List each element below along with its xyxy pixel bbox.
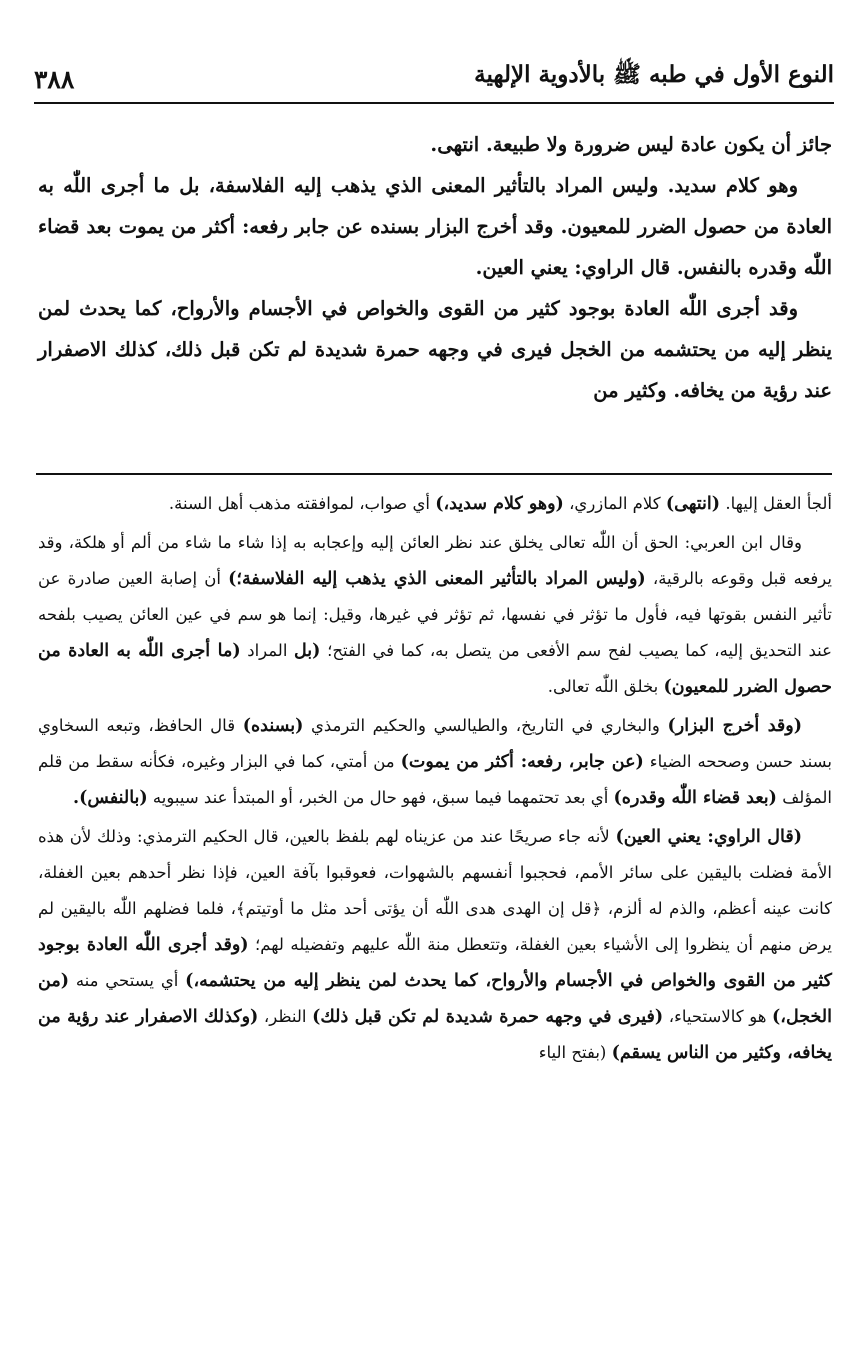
commentary-text: ألجأ العقل إليها. bbox=[720, 494, 832, 513]
commentary-paragraph-4 bbox=[38, 819, 832, 1071]
commentary-text: أن إصابة العين صادرة عن تأثير النفس بقوتها فيه، فأول ما تؤثر في نفسها، ثم تؤثر في غيرها، وقيل: إنما هو سم في عين العائن يصيب بلفحه عند التحديق إليه، كما يصيب لفح سم الأفعى من يتصل به، كما في الفتح؛ bbox=[38, 569, 832, 660]
quoted-phrase: (وقد أخرج البزار) bbox=[667, 716, 802, 736]
commentary-text: كلام المازري، bbox=[563, 494, 666, 513]
quoted-phrase: (وكذلك الاصفرار عند رؤية من يخافه، وكثير من الناس يسقم) bbox=[38, 1007, 832, 1063]
commentary-text: أي بعد تحتمهما فيما سبق، فهو حال من الخبر، أو المبتدأ عند سيبويه bbox=[147, 788, 614, 807]
quoted-phrase: (ما أجرى اللّٰه به العادة من حصول الضرر للمعيون) bbox=[38, 641, 832, 697]
commentary-text: قال الحافظ، وتبعه السخاوي بسند حسن وصححه الضياء bbox=[38, 716, 832, 771]
running-title: النوع الأول في طبه ﷺ بالأدوية الإلهية bbox=[474, 61, 834, 88]
quoted-phrase: (وهو كلام سديد،) bbox=[435, 494, 564, 514]
commentary-paragraph-3 bbox=[38, 708, 832, 816]
footnote-divider bbox=[36, 473, 832, 475]
quoted-phrase: (بل bbox=[294, 641, 321, 661]
commentary-paragraph-2 bbox=[38, 525, 832, 705]
quoted-phrase: (وقد أجرى اللّٰه العادة بوجود كثير من القوى والخواص في الأجسام والأرواح، كما يحدث لمن ينظر إليه من يحتشمه،) bbox=[38, 935, 832, 991]
commentary-text: المراد bbox=[240, 641, 295, 660]
main-paragraph-1: جائز أن يكون عادة ليس ضرورة ولا طبيعة. انتهى. bbox=[430, 133, 832, 156]
commentary-text: أي صواب، لموافقته مذهب أهل السنة. bbox=[168, 494, 436, 513]
commentary-text: بخلق اللّٰه تعالى. bbox=[547, 677, 664, 696]
quoted-phrase: (انتهى) bbox=[665, 494, 721, 514]
commentary bbox=[38, 486, 832, 1074]
commentary-text: (بفتح الياء bbox=[538, 1043, 612, 1062]
main-text bbox=[38, 124, 832, 411]
quoted-phrase: (فيرى في وجهه حمرة شديدة لم تكن قبل ذلك) bbox=[312, 1007, 664, 1027]
commentary-text: النظر، bbox=[258, 1007, 313, 1026]
quoted-phrase: (بالنفس). bbox=[73, 788, 148, 808]
commentary-paragraph-1 bbox=[38, 486, 832, 522]
quoted-phrase: (بعد قضاء اللّٰه وقدره) bbox=[613, 788, 777, 808]
commentary-text: لأنه جاء صريحًا عند من عزيناه لهم بلفظ بالعين، قال الحكيم الترمذي: وذلك لأن هذه الأمة فضلت باليقين على سائر الأمم، فحجبوا أنفسهم بالشهوات، فعوقبوا بآفة العين، فإذا نظر أحدهم بعين الغفلة، كانت عينه أعظم، والذم له ألزم، ﴿قل إن الهدى هدى اللّٰه أن يؤتى أحد مثل ما أوتيتم﴾، فلما فضلهم اللّٰه باليقين لم يرض منهم أن ينظروا إلى الأشياء بعين الغفلة، وتتعطل منة اللّٰه عليهم وتفضيله لهم؛ bbox=[38, 827, 832, 954]
main-paragraph-3: وقد أجرى اللّٰه العادة بوجود كثير من القوى والخواص في الأجسام والأرواح، كما يحدث لمن ينظر إليه من يحتشمه من الخجل فيرى في وجهه حمرة شديدة لم تكن قبل ذلك، كذلك الاصفرار عند رؤية من يخافه. وكثير من bbox=[38, 297, 832, 402]
main-paragraph-2: وهو كلام سديد. وليس المراد بالتأثير المعنى الذي يذهب إليه الفلاسفة، بل ما أجرى اللّٰه به العادة من حصول الضرر للمعيون. وقد أخرج البزار بسنده عن جابر رفعه: أكثر من يموت بعد قضاء اللّٰه وقدره بالنفس. قال الراوي: يعني العين. bbox=[38, 174, 832, 279]
quoted-phrase: (عن جابر، رفعه: أكثر من يموت) bbox=[400, 752, 644, 772]
commentary-text: هو كالاستحياء، bbox=[663, 1007, 773, 1026]
commentary-text: من أمتي، كما في البزار وغيره، فكأنه سقط من قلم المؤلف bbox=[38, 752, 832, 807]
page-number: ٣٨٨ bbox=[34, 65, 75, 94]
page-header bbox=[34, 56, 834, 104]
commentary-text: وقال ابن العربي: الحق أن اللّٰه تعالى يخلق عند نظر العائن إليه وإعجابه به إذا شاء ما شاء من ألم أو هلكة، وقد يرفعه قبل وقوعه بالرقية، bbox=[38, 533, 832, 588]
quoted-phrase: (من الخجل،) bbox=[38, 971, 832, 1027]
commentary-text: والبخاري في التاريخ، والطيالسي والحكيم الترمذي bbox=[303, 716, 668, 735]
commentary-text: أي يستحي منه bbox=[68, 971, 186, 990]
quoted-phrase: (وليس المراد بالتأثير المعنى الذي يذهب إليه الفلاسفة؛) bbox=[228, 569, 646, 589]
quoted-phrase: (بسنده) bbox=[242, 716, 304, 736]
quoted-phrase: (قال الراوي: يعني العين) bbox=[615, 827, 802, 847]
